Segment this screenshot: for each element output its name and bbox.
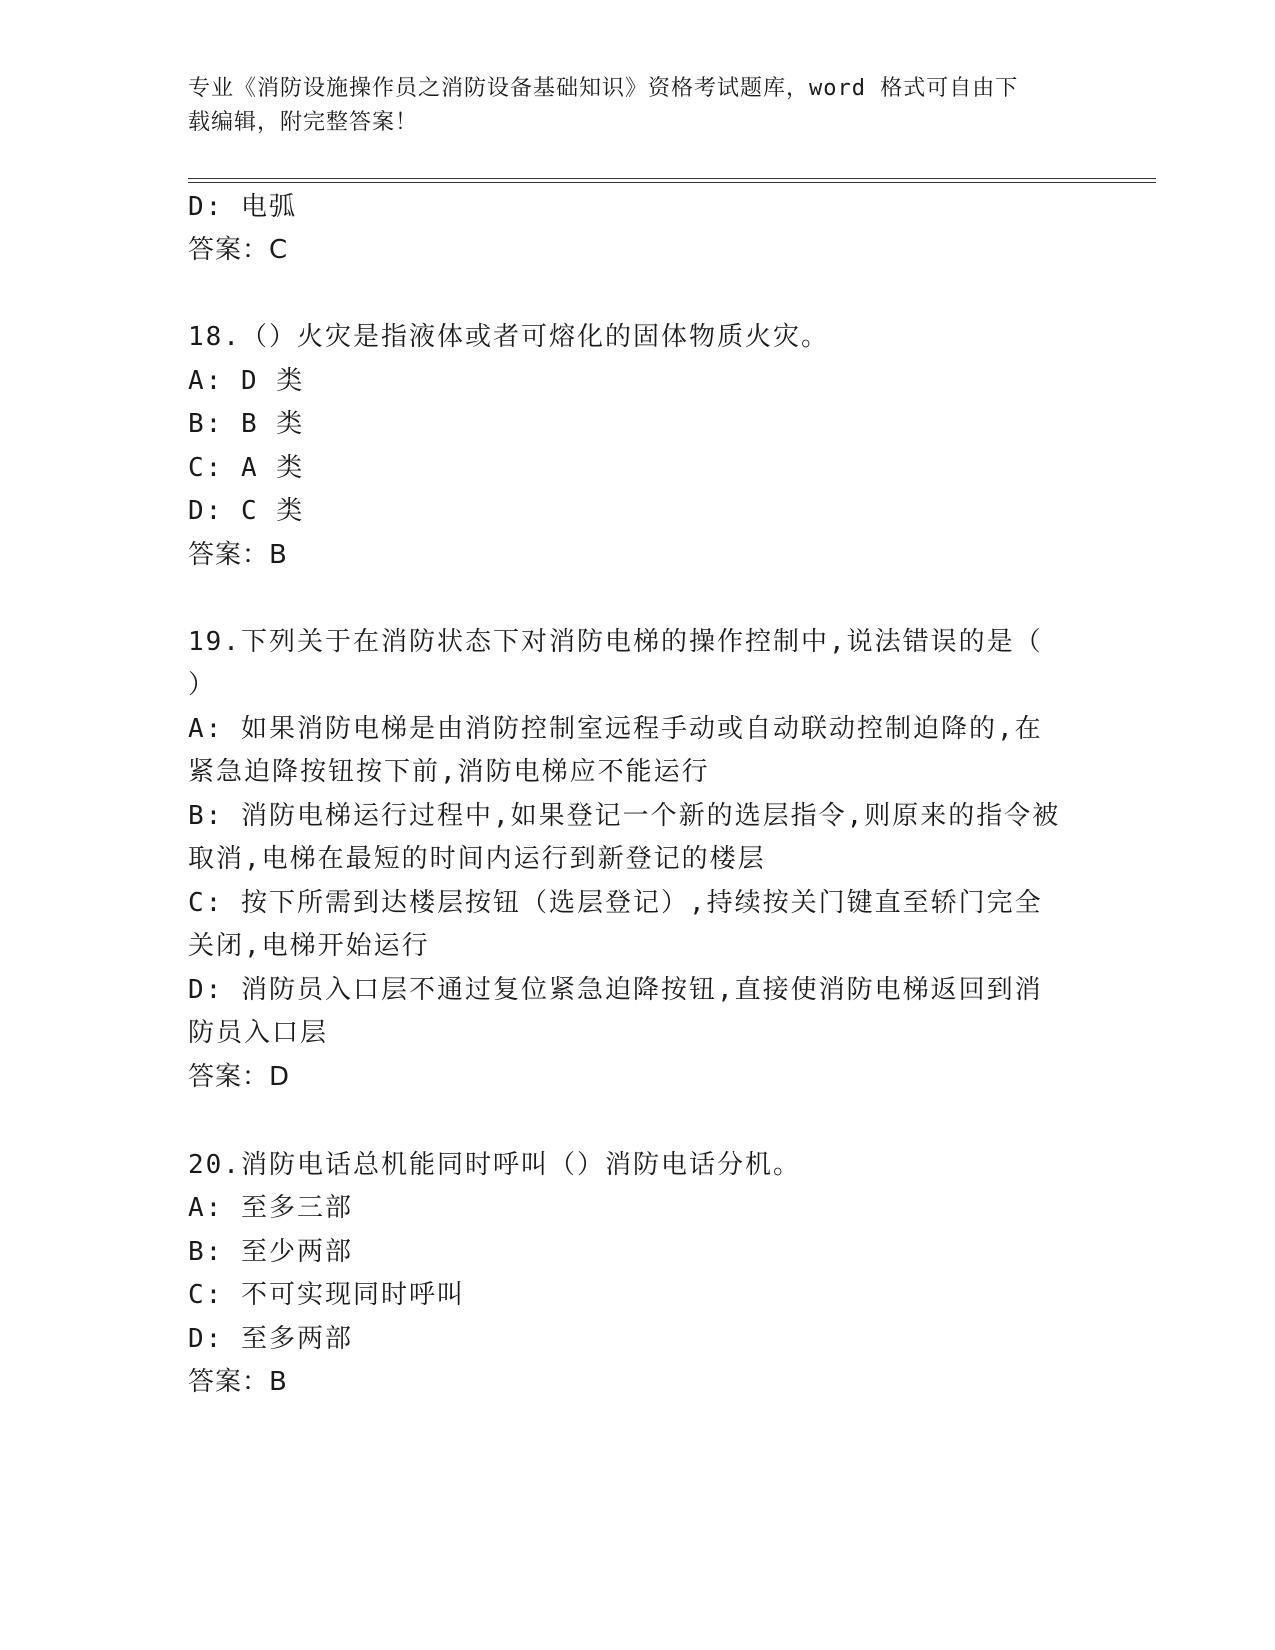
q19-option-b-line-2: 取消,电梯在最短的时间内运行到新登记的楼层 xyxy=(188,844,766,874)
q19-answer: 答案：D xyxy=(188,1062,291,1092)
q19-option-c-line-2: 关闭,电梯开始运行 xyxy=(188,931,430,961)
q17-answer: 答案：C xyxy=(188,235,289,265)
q19-option-c-line-1: C: 按下所需到达楼层按钮（选层登记）,持续按关门键直至轿门完全 xyxy=(188,888,1043,918)
q19-option-d-line-1: D: 消防员入口层不通过复位紧急迫降按钮,直接使消防电梯返回到消 xyxy=(188,975,1043,1005)
header-line-2: 载编辑，附完整答案！ xyxy=(188,110,419,135)
q20-option-a: A: 至多三部 xyxy=(188,1193,353,1223)
header-line-1: 专业《消防设施操作员之消防设备基础知识》资格考试题库，word 格式可自由下 xyxy=(188,76,1019,101)
q18-option-d: D: C 类 xyxy=(188,496,305,526)
q20-option-d: D: 至多两部 xyxy=(188,1324,353,1354)
q20-option-c: C: 不可实现同时呼叫 xyxy=(188,1280,465,1310)
q19-option-b-line-1: B: 消防电梯运行过程中,如果登记一个新的选层指令,则原来的指令被 xyxy=(188,801,1061,831)
q17-option-d: D: 电弧 xyxy=(188,192,297,222)
q19-question-line-1: 19.下列关于在消防状态下对消防电梯的操作控制中,说法错误的是（ xyxy=(188,627,1043,657)
q19-option-a-line-1: A: 如果消防电梯是由消防控制室远程手动或自动联动控制迫降的,在 xyxy=(188,714,1043,744)
q19-option-a-line-2: 紧急迫降按钮按下前,消防电梯应不能运行 xyxy=(188,757,710,787)
q18-question: 18.（）火灾是指液体或者可熔化的固体物质火灾。 xyxy=(188,322,829,352)
q19-question-line-2: ） xyxy=(188,670,217,700)
q20-answer: 答案：B xyxy=(188,1367,288,1397)
q20-option-b: B: 至少两部 xyxy=(188,1237,353,1267)
q18-answer: 答案：B xyxy=(188,540,288,570)
header-divider xyxy=(188,178,1156,183)
q18-option-b: B: B 类 xyxy=(188,409,305,439)
q18-option-a: A: D 类 xyxy=(188,366,305,396)
q20-question: 20.消防电话总机能同时呼叫（）消防电话分机。 xyxy=(188,1150,801,1180)
q18-option-c: C: A 类 xyxy=(188,453,305,483)
q19-option-d-line-2: 防员入口层 xyxy=(188,1018,329,1048)
document-header xyxy=(188,72,1088,140)
